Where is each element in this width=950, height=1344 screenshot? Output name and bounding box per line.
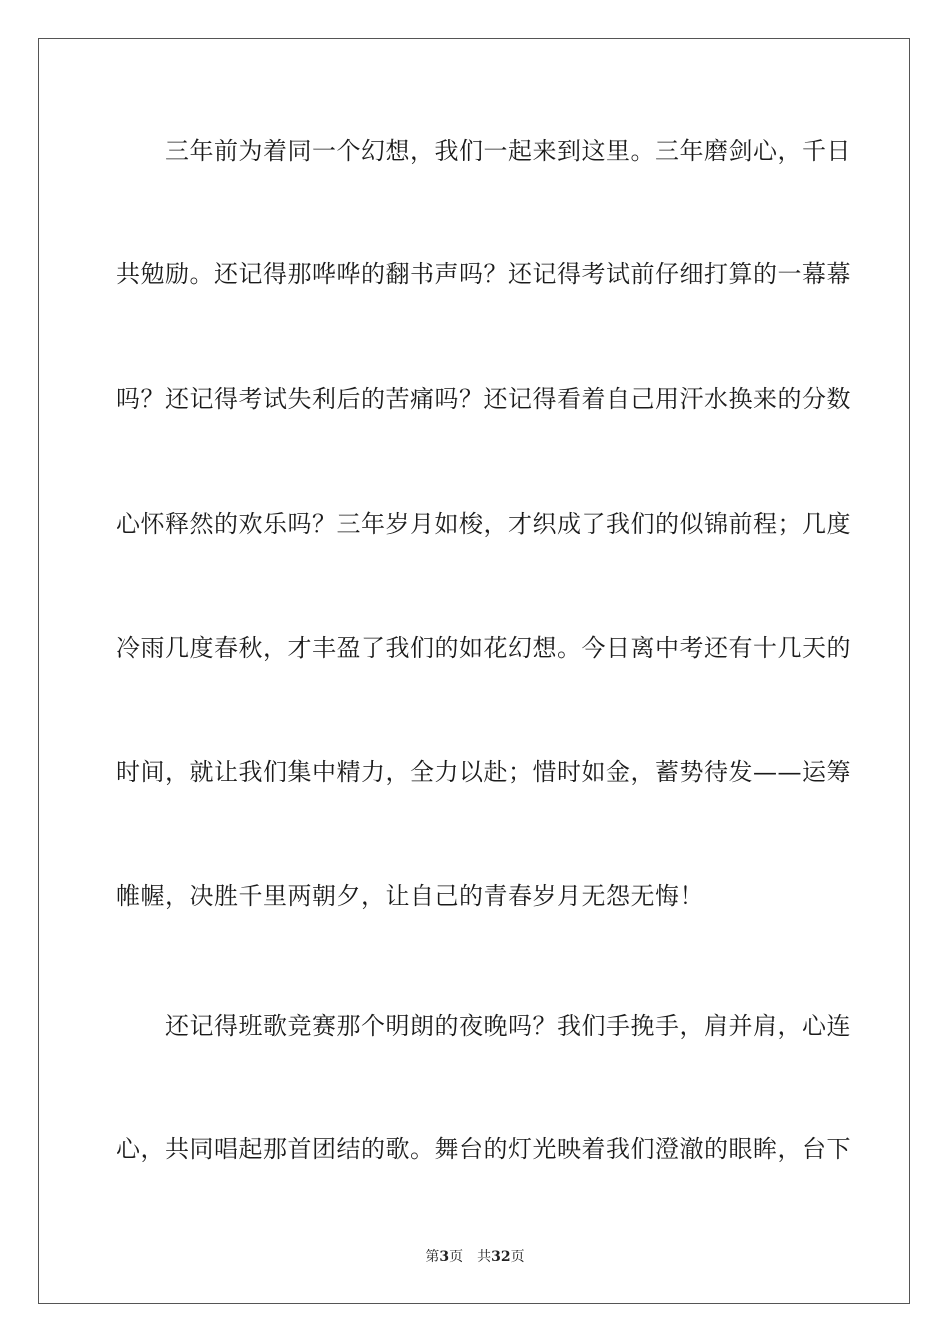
text-line-2: 共勉励。还记得那哗哗的翻书声吗？还记得考试前仔细打算的一幕幕 [116, 260, 851, 288]
page-footer [0, 1247, 950, 1267]
page-border [38, 38, 910, 1304]
text-line-9: 心，共同唱起那首团结的歌。舞台的灯光映着我们澄澈的眼眸，台下 [116, 1135, 851, 1163]
text-line-4: 心怀释然的欢乐吗？三年岁月如梭，才织成了我们的似锦前程；几度 [116, 510, 851, 538]
text-line-3: 吗？还记得考试失利后的苦痛吗？还记得看着自己用汗水换来的分数 [116, 385, 851, 413]
page-total-prefix: 共 [477, 1249, 492, 1265]
text-line-1: 三年前为着同一个幻想，我们一起来到这里。三年磨剑心，千日 [116, 137, 851, 165]
text-line-6: 时间，就让我们集中精力，全力以赴；惜时如金，蓄势待发——运筹 [116, 758, 851, 786]
page-number-suffix: 页 [449, 1249, 464, 1265]
text-line-5: 冷雨几度春秋，才丰盈了我们的如花幻想。今日离中考还有十几天的 [116, 634, 851, 662]
page-total-suffix: 页 [510, 1249, 525, 1265]
page-number-prefix: 第 [425, 1249, 440, 1265]
page-total-number: 32 [491, 1249, 511, 1265]
page-number-current: 3 [439, 1249, 450, 1265]
text-line-7: 帷幄，决胜千里两朝夕，让自己的青春岁月无怨无悔！ [116, 882, 704, 910]
text-line-8: 还记得班歌竞赛那个明朗的夜晚吗？我们手挽手，肩并肩，心连 [116, 1012, 851, 1040]
